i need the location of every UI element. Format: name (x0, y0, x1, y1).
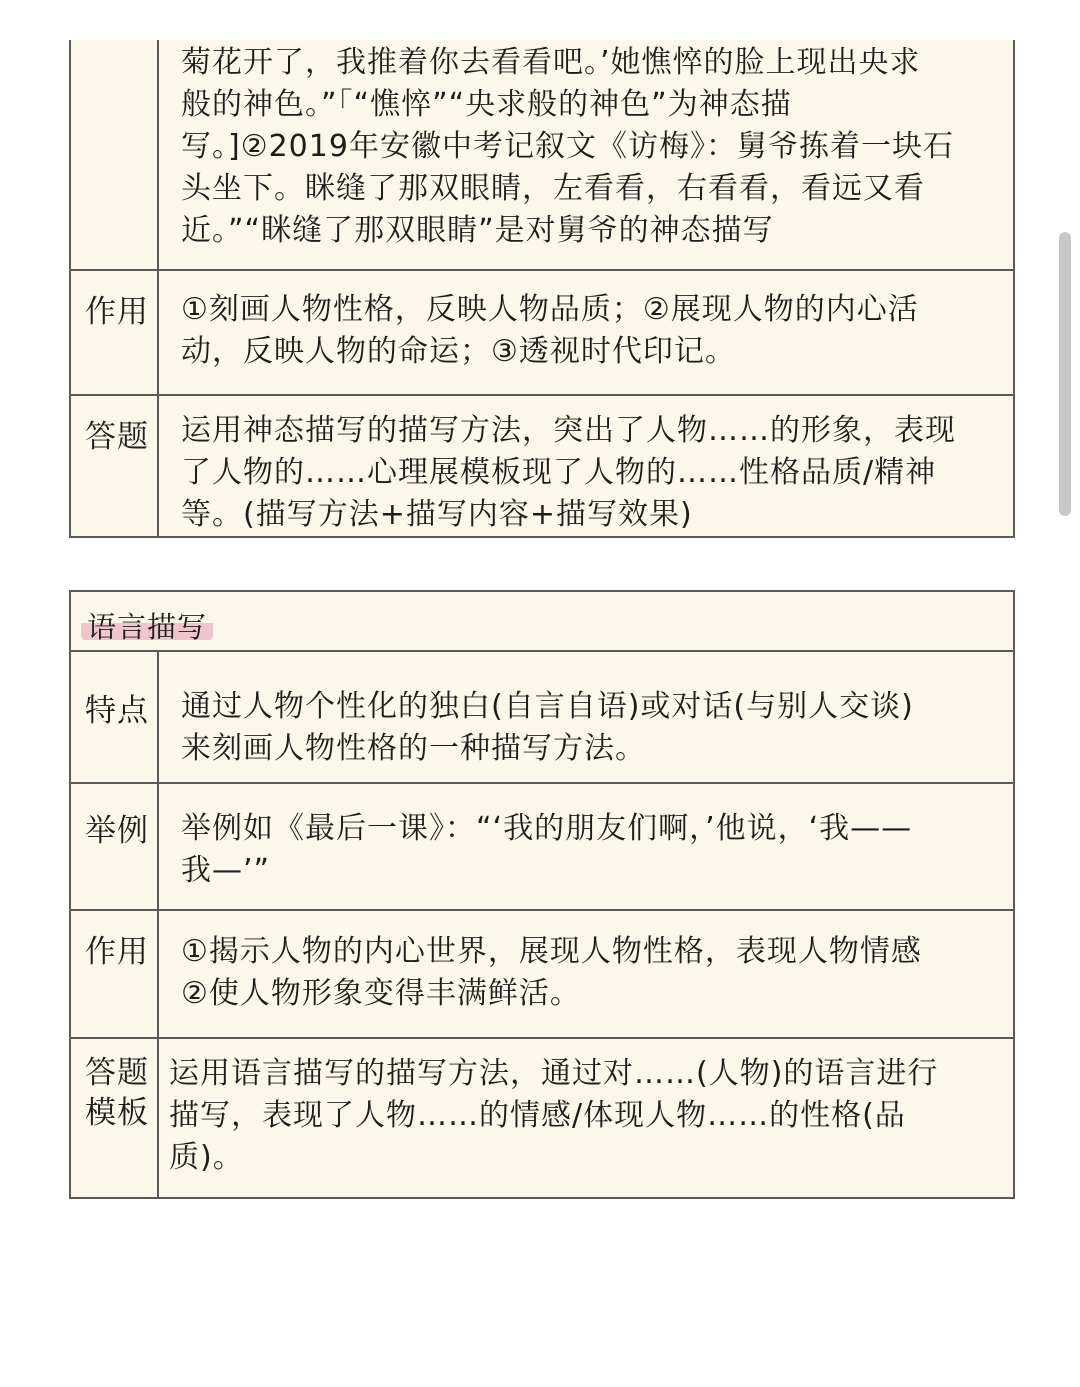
row-content-effect: ①刻画人物性格，反映人物品质；②展现人物的内心活 动，反映人物的命运；③透视时代印记。 (181, 292, 919, 369)
table-row-feature (71, 650, 1013, 782)
row-label-feature: 特点 (71, 652, 159, 782)
row-content-feature: 通过人物个性化的独白(自言自语)或对话(与别人交谈) 来刻画人物性格的一种描写方法。 (181, 689, 914, 766)
table-row-example (71, 782, 1013, 909)
row-label-example: 举例 (71, 784, 159, 909)
row-content-answer-template: 运用语言描写的描写方法，通过对……(人物)的语言进行 描写，表现了人物……的情感/体现人物……的性格(品 质)。 (169, 1056, 939, 1175)
section-title: 语言描写 (81, 610, 213, 644)
table-row-effect-language (71, 909, 1013, 1037)
table-row-effect (71, 269, 1013, 394)
description-table-language (69, 590, 1015, 1199)
vertical-scrollbar[interactable] (1059, 232, 1071, 516)
table-row-answer (71, 394, 1013, 536)
row-label-answer-template: 答题 模板 (71, 1039, 159, 1197)
description-table-expression (69, 40, 1015, 538)
row-label-answer: 答题 (71, 396, 159, 536)
row-label-effect-language: 作用 (71, 911, 159, 1037)
row-content-effect-language: ①揭示人物的内心世界，展现人物性格，表现人物情感 ②使人物形象变得丰满鲜活。 (181, 934, 922, 1011)
row-content-example: 菊花开了，我推着你去看看吧。’她憔悴的脸上现出央求 般的神色。”「“憔悴”“央求般的神色”为神态描 写。]②2019年安徽中考记叙文《访梅》：舅爷拣着一块石 头坐下。眯缝了那双眼睛，左看看，右看看，看远又看 近。”“眯缝了那双眼睛”是对舅爷的神态描写 (181, 45, 954, 248)
row-content-answer: 运用神态描写的描写方法，突出了人物……的形象，表现 了人物的……心理展模板现了人物的……性格品质/精神 等。(描写方法+描写内容+描写效果) (181, 413, 956, 532)
table-header (71, 592, 1013, 650)
row-label-effect: 作用 (71, 271, 159, 394)
table-row-example-continued (71, 40, 1013, 269)
row-label (71, 40, 159, 269)
row-content-example-language: 举例如《最后一课》：“‘我的朋友们啊，’他说，‘我—— 我—’” (181, 811, 913, 888)
table-row-answer-template (71, 1037, 1013, 1197)
